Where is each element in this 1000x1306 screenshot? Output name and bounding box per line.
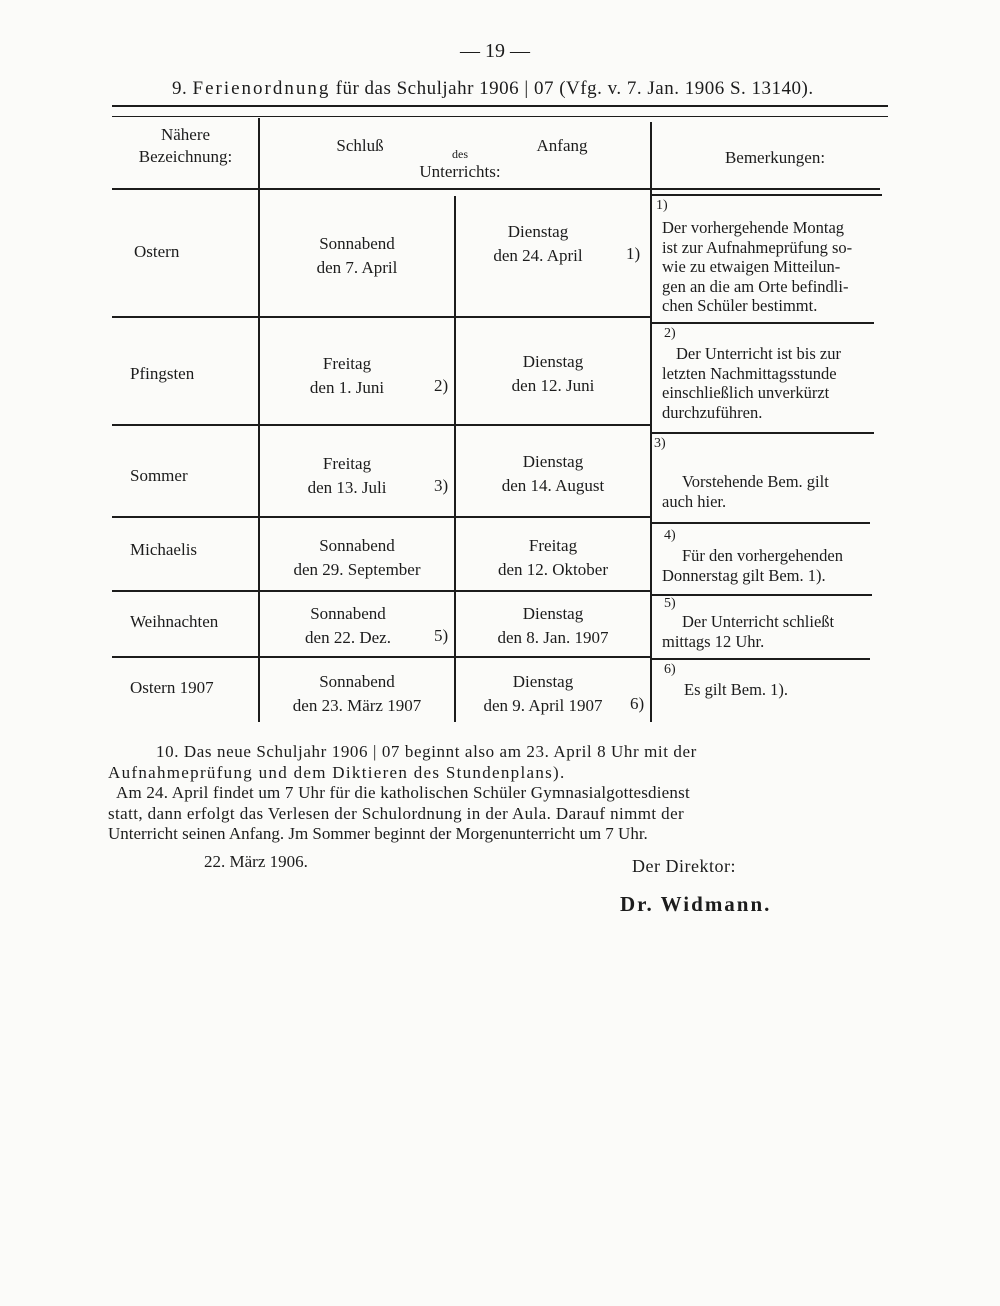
row-name: Ostern 1907 [130, 678, 214, 697]
remark-line: letzten Nachmittagsstunde [662, 363, 837, 383]
section-title: Ferienordnung [192, 78, 331, 99]
anfang-date: den 14. August [501, 476, 605, 495]
remark-line: auch hier. [662, 491, 727, 511]
row-name: Weihnachten [130, 612, 219, 631]
col-divider-2 [454, 196, 456, 722]
anfang-day: Dienstag [507, 222, 569, 241]
row-name: Michaelis [130, 540, 198, 559]
notice-line: Aufnahmeprüfung und dem Diktieren des Stundenplans). [108, 762, 566, 782]
header-naehere-line2: Bezeichnung: [138, 147, 233, 166]
remark-line: Donnerstag gilt Bem. 1). [662, 565, 826, 585]
header-naehere [118, 124, 253, 168]
row-rule [112, 656, 652, 658]
table-top-rule-2 [112, 116, 888, 117]
remark-line: durchzuführen. [662, 402, 763, 422]
schluss-cell [262, 232, 452, 280]
row-rule [112, 316, 652, 318]
remark-mark: 2) [664, 326, 676, 341]
schluss-cell [262, 452, 432, 500]
schluss-note: 5) [434, 626, 449, 645]
remark-line: chen Schüler bestimmt. [662, 296, 818, 315]
remark-mark: 3) [654, 436, 666, 451]
remark-line: ist zur Aufnahmeprüfung so- [662, 237, 853, 257]
schluss-cell [268, 602, 428, 650]
remark-text [662, 612, 834, 651]
remark-line: wie zu etwaigen Mitteilun- [662, 257, 841, 276]
schluss-note: 2) [434, 376, 449, 395]
anfang-date: den 9. April 1907 [483, 696, 603, 715]
remark-rule [652, 522, 870, 524]
remark-line: einschließlich unverkürzt [662, 383, 830, 402]
row-rule [112, 516, 652, 518]
anfang-day: Dienstag [522, 352, 584, 371]
remark-mark: 4) [664, 528, 676, 543]
schluss-day: Sonnabend [319, 536, 395, 555]
anfang-day: Dienstag [522, 452, 584, 471]
remark-line: Der Unterricht schließt [682, 612, 835, 631]
header-bemerkungen: Bemerkungen: [724, 148, 826, 167]
notice-line: Unterricht seinen Anfang. Jm Sommer beginnt der Morgenunterricht um 7 Uhr. [108, 824, 648, 843]
schluss-date: den 1. Juni [309, 378, 385, 397]
schluss-day: Freitag [322, 354, 372, 373]
table-top-rule [112, 105, 888, 107]
remark-rule [652, 322, 874, 324]
anfang-day: Dienstag [522, 604, 584, 623]
anfang-note: 1) [626, 244, 641, 263]
remark-rule [652, 194, 882, 196]
schluss-cell [262, 670, 452, 718]
schluss-date: den 13. Juli [307, 478, 387, 497]
schluss-day: Freitag [322, 454, 372, 473]
remark-text [662, 218, 852, 316]
col-divider-3 [650, 122, 652, 722]
notice-line: Am 24. April findet um 7 Uhr für die katholischen Schüler Gymnasialgottesdienst [116, 783, 690, 802]
schluss-cell [262, 534, 452, 582]
remark-text [662, 472, 829, 511]
remark-rule [652, 432, 874, 434]
schluss-day: Sonnabend [310, 604, 386, 623]
page-number: — 19 — [460, 40, 530, 62]
row-name: Pfingsten [130, 364, 195, 383]
section-number: 9. [172, 78, 188, 99]
anfang-cell [458, 602, 648, 650]
anfang-cell [458, 220, 618, 268]
header-anfang: Anfang [536, 136, 588, 155]
row-rule [112, 424, 652, 426]
schluss-date: den 22. Dez. [305, 628, 391, 647]
remark-line: gen an die am Orte befindli- [662, 276, 849, 296]
signature-name: Dr. Widmann. [620, 892, 772, 916]
remark-text [662, 546, 843, 585]
schluss-note: 3) [434, 476, 449, 495]
anfang-cell [458, 670, 628, 718]
row-name: Ostern [134, 242, 180, 261]
remark-line: Es gilt Bem. 1). [684, 680, 789, 699]
anfang-day: Freitag [528, 536, 578, 555]
col-divider-1 [258, 118, 260, 722]
row-name: Sommer [130, 466, 188, 485]
remark-line: Der vorhergehende Montag [662, 218, 845, 237]
anfang-date: den 24. April [493, 246, 583, 265]
schluss-date: den 23. März 1907 [292, 696, 422, 715]
schluss-day: Sonnabend [319, 672, 395, 691]
notice-paragraph [108, 742, 697, 845]
section-heading [172, 78, 814, 100]
remark-line: Für den vorhergehenden [682, 546, 843, 565]
header-naehere-line1: Nähere [160, 125, 211, 144]
anfang-date: den 8. Jan. 1907 [497, 628, 609, 647]
anfang-date: den 12. Juni [511, 376, 595, 395]
schluss-day: Sonnabend [319, 234, 395, 253]
header-des: des [452, 147, 468, 161]
notice-line: 10. Das neue Schuljahr 1906 | 07 beginnt also am 23. April 8 Uhr mit der [156, 742, 697, 761]
remark-line: Vorstehende Bem. gilt [682, 472, 829, 491]
remark-mark: 5) [664, 596, 676, 611]
section-subtitle: für das Schuljahr 1906 | 07 (Vfg. v. 7. Jan. 1906 S. 13140). [335, 78, 814, 99]
schluss-cell [262, 352, 432, 400]
header-bottom-rule [112, 188, 880, 190]
remark-text [684, 680, 788, 700]
remark-rule [652, 658, 870, 660]
remark-mark: 6) [664, 662, 676, 677]
anfang-note: 6) [630, 694, 645, 713]
remark-line: Der Unterricht ist bis zur [676, 344, 841, 363]
remark-text [662, 344, 841, 422]
schluss-date: den 29. September [293, 560, 421, 579]
row-rule [112, 590, 652, 592]
anfang-cell [458, 450, 648, 498]
anfang-day: Dienstag [512, 672, 574, 691]
signature-role: Der Direktor: [632, 856, 736, 876]
document-date: 22. März 1906. [204, 852, 308, 871]
remark-line: mittags 12 Uhr. [662, 631, 765, 651]
remark-mark: 1) [656, 198, 668, 213]
header-unterrichts: Unterrichts: [419, 162, 501, 181]
anfang-date: den 12. Oktober [497, 560, 608, 579]
remark-rule [652, 594, 872, 596]
anfang-cell [458, 350, 648, 398]
anfang-cell [458, 534, 648, 582]
notice-line: statt, dann erfolgt das Verlesen der Schulordnung in der Aula. Darauf nimmt der [108, 803, 685, 823]
schluss-date: den 7. April [316, 258, 398, 277]
header-schluss: Schluß [336, 136, 384, 155]
